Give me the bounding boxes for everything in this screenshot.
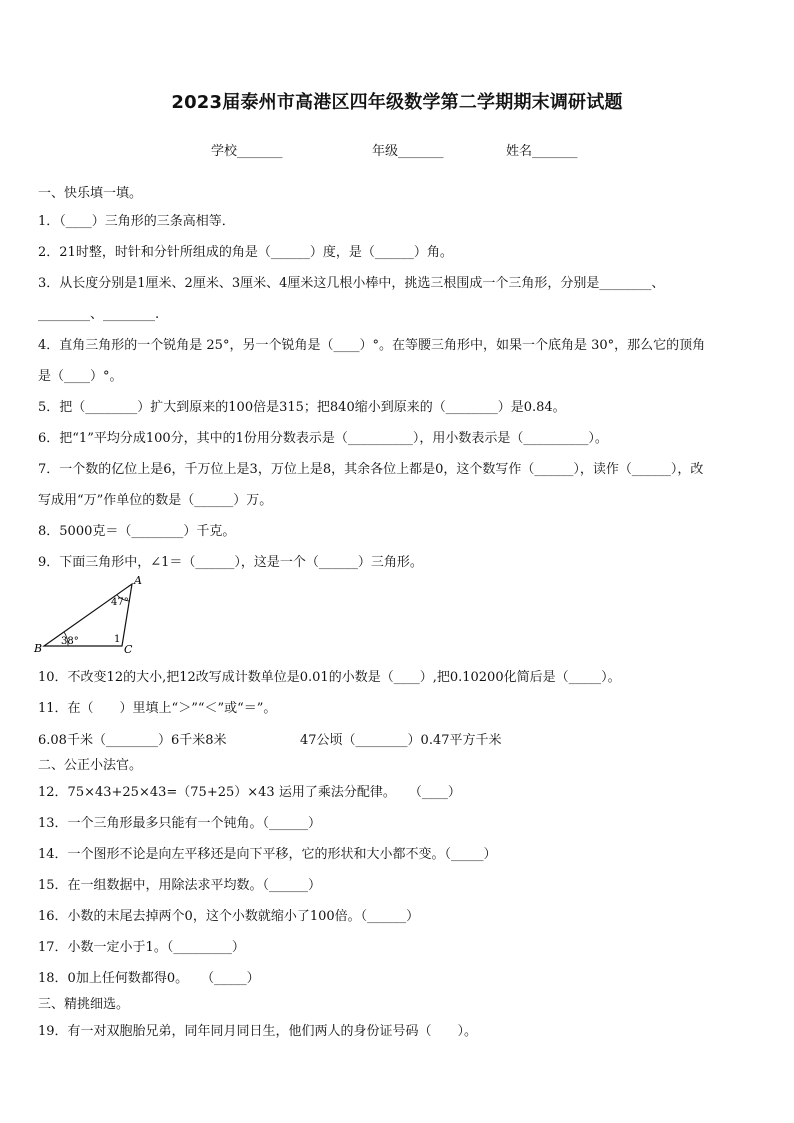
question-3-line-1: 3．从长度分别是1厘米、2厘米、3厘米、4厘米这几根小棒中，挑选三根围成一个三角形，分别是________、 — [38, 276, 665, 291]
question-11: 11．在（ ）里填上“＞”“＜”或“＝”。 — [38, 701, 277, 716]
question-11-part-1: 6.08千米（________）6千米8米 — [38, 733, 227, 748]
question-16: 16．小数的末尾去掉两个0，这个小数就缩小了100倍。（______） — [38, 909, 420, 924]
question-6: 6．把“1”平均分成100分，其中的1份用分数表示是（__________），用小数表示是（__________）。 — [38, 431, 608, 446]
question-3-line-2: ________、________. — [38, 307, 160, 322]
question-15: 15．在一组数据中，用除法求平均数。（______） — [38, 878, 322, 893]
question-4-line-2: 是（____）°。 — [38, 369, 123, 384]
question-19: 19．有一对双胞胎兄弟，同年同月同日生，他们两人的身份证号码（ ）。 — [38, 1024, 478, 1039]
page-title: 2023届泰州市高港区四年级数学第二学期期末调研试题 — [171, 92, 623, 113]
name-field[interactable]: 姓名_______ — [506, 144, 578, 159]
grade-field[interactable]: 年级_______ — [372, 144, 444, 159]
question-9: 9．下面三角形中，∠1＝（______），这是一个（______）三角形。 — [38, 555, 423, 570]
angle-b-label: 38° — [61, 636, 79, 647]
question-13: 13．一个三角形最多只能有一个钝角。（______） — [38, 816, 322, 831]
question-12: 12．75×43+25×43=（75+25）×43 运用了乘法分配律。 （____） — [38, 785, 461, 800]
triangle-figure — [32, 574, 152, 654]
question-7-line-1: 7．一个数的亿位上是6，千万位上是3，万位上是8，其余各位上都是0，这个数写作（______），读作（______），改 — [38, 462, 704, 477]
question-7-line-2: 写成用“万”作单位的数是（______）万。 — [38, 493, 273, 508]
question-5: 5．把（________）扩大到原来的100倍是315；把840缩小到原来的（________）是0.84。 — [38, 400, 566, 415]
question-11-part-2: 47公顷（________）0.47平方千米 — [300, 733, 502, 748]
section-heading-1: 一、快乐填一填。 — [38, 186, 143, 201]
question-1: 1．（____）三角形的三条高相等． — [38, 214, 235, 229]
question-17: 17．小数一定小于1。（_________） — [38, 940, 245, 955]
school-field[interactable]: 学校_______ — [211, 144, 283, 159]
vertex-c-label: C — [124, 643, 133, 654]
question-18: 18．0加上任何数都得0。 （_____） — [38, 971, 260, 986]
section-heading-2: 二、公正小法官。 — [38, 758, 143, 773]
question-8: 8．5000克＝（________）千克。 — [38, 524, 236, 539]
question-2: 2．21时整，时针和分针所组成的角是（______）度，是（______）角。 — [38, 245, 453, 260]
vertex-b-label: B — [34, 642, 43, 654]
question-14: 14．一个图形不论是向左平移还是向下平移，它的形状和大小都不变。（_____） — [38, 847, 497, 862]
angle-a-label: 47° — [111, 597, 129, 608]
question-4-line-1: 4．直角三角形的一个锐角是 25°，另一个锐角是（____）°。在等腰三角形中，如果一个底角是 30°，那么它的顶角 — [38, 338, 706, 353]
question-10: 10．不改变12的大小,把12改写成计数单位是0.01的小数是（____）,把0.10200化简后是（_____）。 — [38, 670, 621, 685]
angle-1-label: 1 — [114, 634, 121, 645]
section-heading-3: 三、精挑细选。 — [38, 997, 130, 1012]
vertex-a-label: A — [134, 574, 142, 587]
